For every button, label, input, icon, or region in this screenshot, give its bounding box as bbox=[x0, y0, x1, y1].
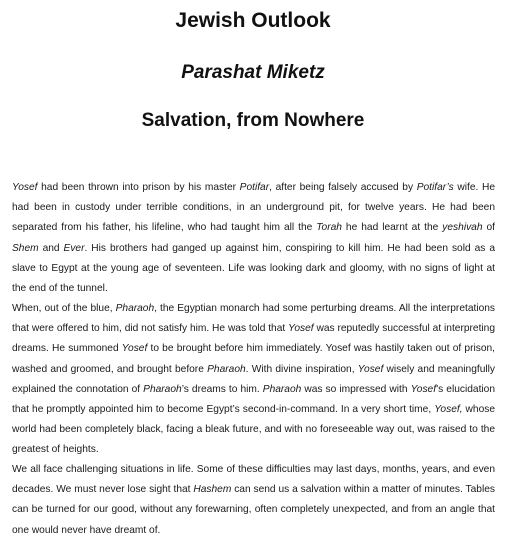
document-title: Jewish Outlook bbox=[175, 9, 331, 32]
text-run: whose world had been completely black, facing a bleak future, and with no foreseeable way out, was raised to the greatest of heights. bbox=[12, 404, 496, 456]
italic-term: Shem bbox=[12, 242, 39, 254]
text-run: to be brought before him immediately. Yosef was hastily taken out of prison, washed and groomed, and brought before bbox=[12, 343, 495, 375]
document-heading: Salvation, from Nowhere bbox=[141, 110, 365, 131]
text-run: ’s elucidation that he promptly appointed him to become Egypt’s second-in-command. In a very short time, bbox=[12, 383, 495, 416]
text-run: wisely and meaningfully explained the connotation of bbox=[12, 363, 495, 395]
italic-term: Yosef bbox=[288, 323, 314, 335]
italic-term: Pharaoh bbox=[207, 363, 246, 375]
text-run: had been thrown into prison by his master bbox=[37, 182, 240, 193]
text-run: was reputedly successful at interpreting dreams. He summoned bbox=[12, 323, 495, 355]
italic-term: Yosef bbox=[357, 363, 384, 375]
text-run: We all face challenging situations in life. Some of these difficulties may last days, months, years, and even decades. We must never lose sight that bbox=[12, 464, 495, 496]
text-run: he had learnt at the bbox=[341, 222, 443, 234]
text-run: ’s dreams to him. bbox=[181, 383, 263, 395]
italic-term: Potifar’s bbox=[416, 182, 454, 193]
text-run: can send us a salvation within a matter of minutes. Tables can be turned for our good, without any forewarning, often completely unexpected, and from an angle that one would never have dreamt of. bbox=[12, 484, 495, 536]
italic-term: yeshivah bbox=[442, 222, 483, 234]
text-run: . His brothers had ganged up against him, conspiring to kill him. He had been sold as a slave to Egypt at the young age of seventeen. Life was looking dark and gloomy, with no signs of light at the end of the tunnel. bbox=[12, 242, 495, 295]
italic-term: Yosef bbox=[410, 383, 437, 395]
italic-term: Yosef bbox=[12, 182, 38, 193]
body-paragraph-2 bbox=[12, 299, 495, 461]
text-run: , the Egyptian monarch had some perturbing dreams. All the interpretations that were offered to him, did not satisfy him. He was told that bbox=[12, 303, 496, 335]
italic-term: Ever bbox=[63, 242, 85, 254]
italic-term: Pharaoh bbox=[143, 383, 182, 395]
italic-term: Torah bbox=[316, 222, 342, 234]
body-paragraph-3 bbox=[12, 460, 495, 541]
text-run: of bbox=[482, 222, 495, 234]
text-run: . With divine inspiration, bbox=[245, 363, 358, 375]
italic-term: Hashem bbox=[193, 484, 232, 496]
italic-term: Yosef bbox=[121, 343, 148, 355]
italic-term: Yosef, bbox=[434, 404, 463, 416]
italic-term: Potifar bbox=[239, 182, 270, 193]
text-run: was so impressed with bbox=[301, 383, 411, 395]
italic-term: Pharaoh bbox=[115, 303, 155, 314]
document-subtitle: Parashat Miketz bbox=[181, 62, 325, 83]
text-run: and bbox=[38, 242, 64, 254]
text-run: wife. He had been in custody under terrible conditions, in an underground pit, for twelve years. He had been separated from his father, his lifeline, who had taught him all the bbox=[12, 182, 495, 234]
italic-term: Pharaoh bbox=[262, 383, 302, 395]
body-paragraph-1 bbox=[12, 178, 495, 299]
text-run: When, out of the blue, bbox=[12, 303, 116, 314]
text-run: , after being falsely accused by bbox=[269, 182, 417, 193]
